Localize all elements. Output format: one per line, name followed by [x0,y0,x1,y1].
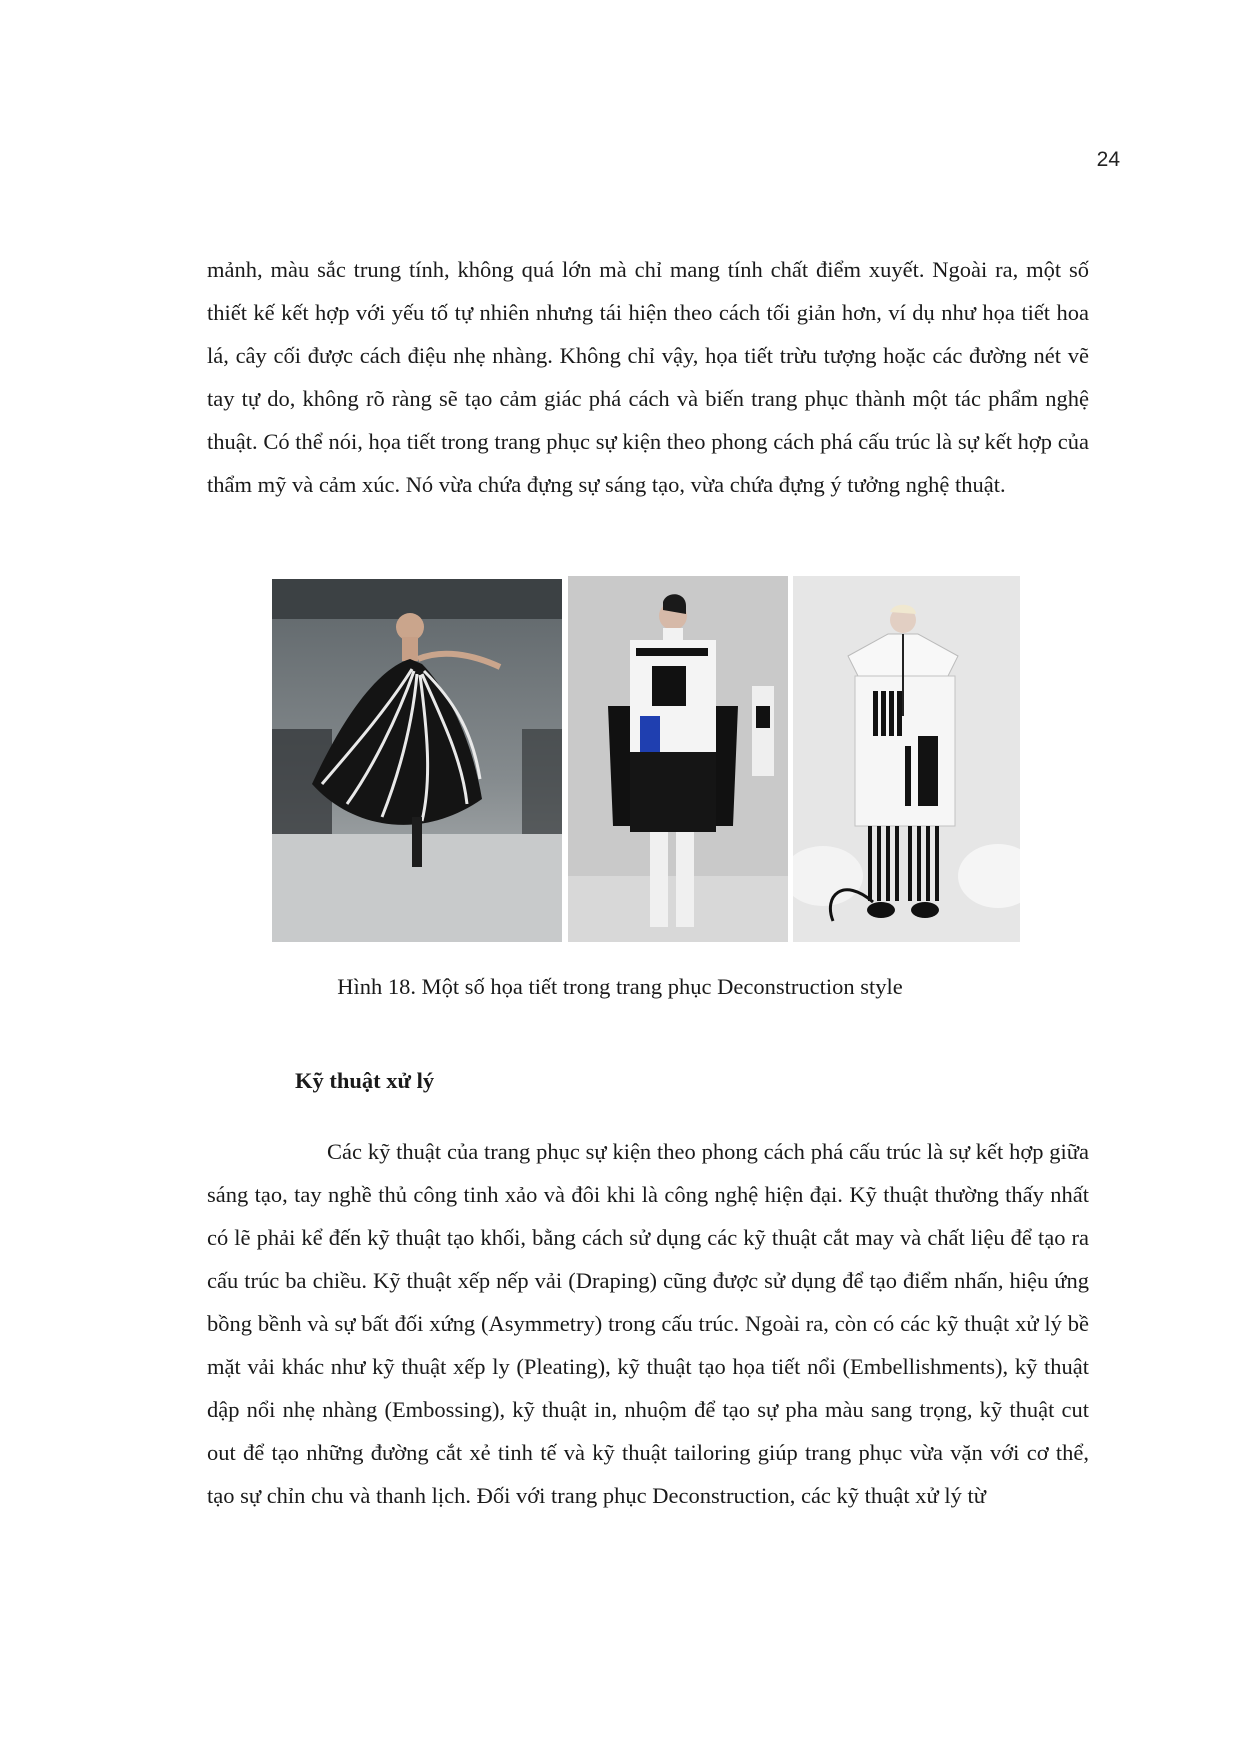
section-heading: Kỹ thuật xử lý [295,1068,435,1093]
geometric-block-dress-photo [568,576,788,942]
white-coat-stripes-photo [793,576,1020,942]
figure-caption: Hình 18. Một số họa tiết trong trang phục Deconstruction style [337,974,903,999]
figure-18 [0,576,1240,946]
body-paragraph-1: mảnh, màu sắc trung tính, không quá lớn mà chỉ mang tính chất điểm xuyết. Ngoài ra, một số thiết kế kết hợp với yếu tố tự nhiên nhưng tái hiện theo cách tối giản hơn, ví dụ như họa tiết hoa lá, cây cối được cách điệu nhẹ nhàng. Không chỉ vậy, họa tiết trừu tượng hoặc các đường nét vẽ tay tự do, không rõ ràng sẽ tạo cảm giác phá cách và biến trang phục thành một tác phẩm nghệ thuật. Có thể nói, họa tiết trong trang phục sự kiện theo phong cách phá cấu trúc là sự kết hợp của thẩm mỹ và cảm xúc. Nó vừa chứa đựng sự sáng tạo, vừa chứa đựng ý tưởng nghệ thuật. [207,257,1089,497]
runway-spiral-dress-photo [272,579,562,942]
page-number: 24 [1096,148,1120,171]
body-paragraph-2: Các kỹ thuật của trang phục sự kiện theo phong cách phá cấu trúc là sự kết hợp giữa sáng tạo, tay nghề thủ công tinh xảo và đôi khi là công nghệ hiện đại. Kỹ thuật thường thấy nhất có lẽ phải kể đến kỹ thuật tạo khối, bằng cách sử dụng các kỹ thuật cắt may và chất liệu để tạo ra cấu trúc ba chiều. Kỹ thuật xếp nếp vải (Draping) cũng được sử dụng để tạo điểm nhấn, hiệu ứng bồng bềnh và sự bất đối xứng (Asymmetry) trong cấu trúc. Ngoài ra, còn có các kỹ thuật xử lý bề mặt vải khác như kỹ thuật xếp ly (Pleating), kỹ thuật tạo họa tiết nổi (Embellishments), kỹ thuật dập nổi nhẹ nhàng (Embossing), kỹ thuật in, nhuộm để tạo sự pha màu sang trọng, kỹ thuật cut out để tạo những đường cắt xẻ tinh tế và kỹ thuật tailoring giúp trang phục vừa vặn với cơ thể, tạo sự chỉn chu và thanh lịch. Đối với trang phục Deconstruction, các kỹ thuật xử lý từ [207,1139,1089,1508]
